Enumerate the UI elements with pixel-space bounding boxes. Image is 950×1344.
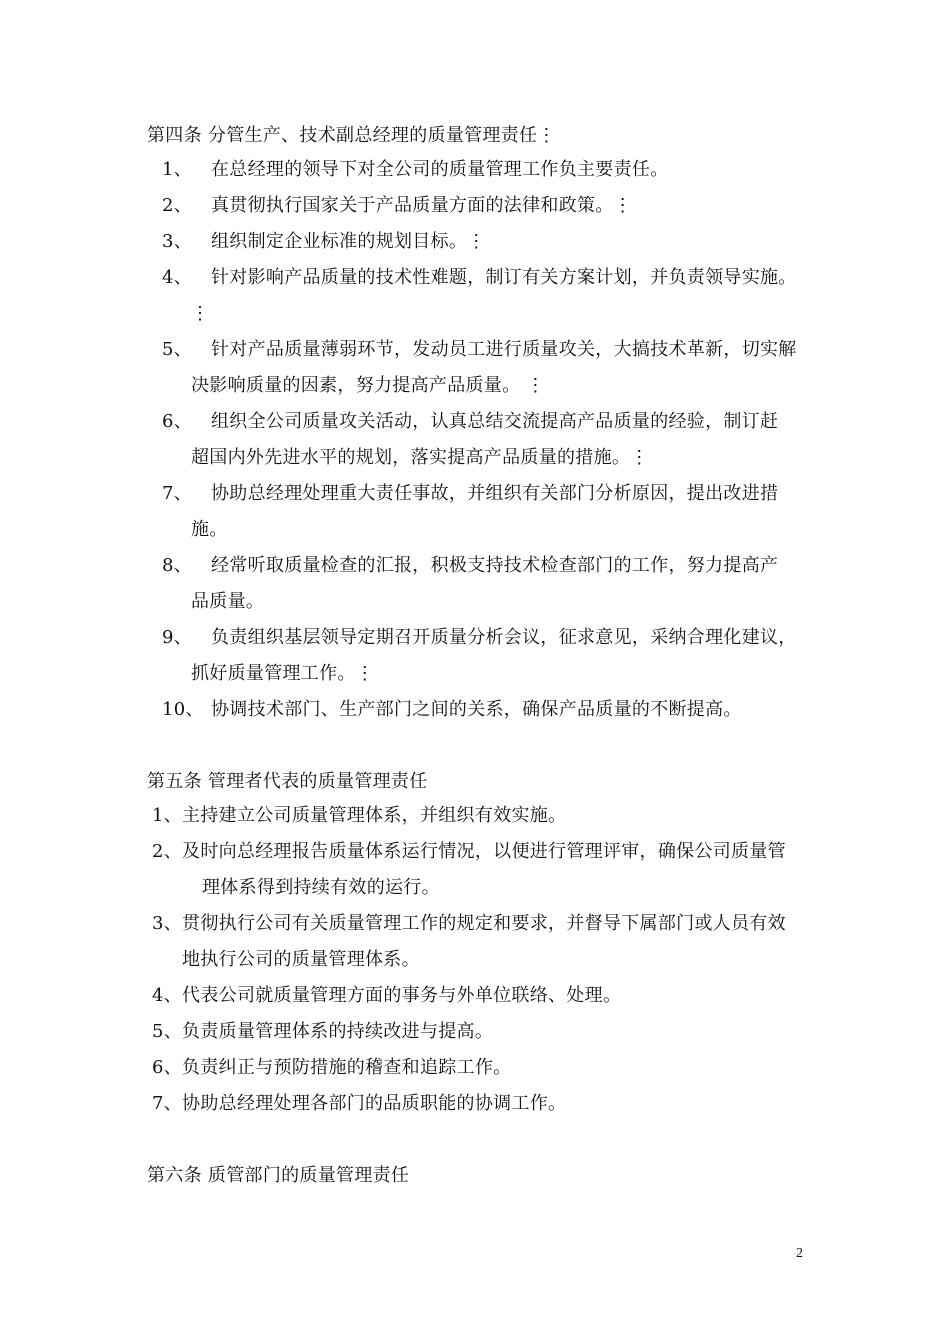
section-4-item-4 [162,260,842,332]
section-5-item-7 [152,1086,842,1122]
section-4-item-7 [162,476,842,548]
section-4-heading: 第四条 分管生产、技术副总经理的质量管理责任⋮ [147,125,556,146]
item-text: 真贯彻执行国家关于产品质量方面的法律和政策。⋮ [211,195,632,216]
item-text: 组织制定企业标准的规划目标。⋮ [211,231,486,252]
item-text: 4、代表公司就质量管理方面的事务与外单位联络、处理。 [152,985,622,1006]
item-text-continuation: 地执行公司的质量管理体系。 [182,949,420,970]
section-4-item-1 [162,152,822,188]
item-number: 8、 [162,555,193,576]
item-text: 针对产品质量薄弱环节，发动员工进行质量攻关，大搞技术革新，切实解 [211,339,797,360]
item-text: 组织全公司质量攻关活动，认真总结交流提高产品质量的经验，制订赶 [211,411,779,432]
item-text: 1、主持建立公司质量管理体系，并组织有效实施。 [152,805,567,826]
section-4-item-2 [162,188,822,224]
section-4-item-10 [162,692,842,728]
item-text-continuation: 品质量。 [191,591,265,612]
item-text-continuation: 决影响质量的因素，努力提高产品质量。 ⋮ [191,375,545,396]
section-5-item-1 [152,798,842,834]
item-text: 协助总经理处理重大责任事故，并组织有关部门分析原因，提出改进措 [211,483,779,504]
section-4-item-8 [162,548,842,620]
item-number: 3、 [162,231,193,252]
item-number: 7、 [162,483,193,504]
item-number: 5、 [162,339,193,360]
item-text: 负责组织基层领导定期召开质量分析会议，征求意见，采纳合理化建议， [211,627,797,648]
item-text: 2、及时向总经理报告质量体系运行情况，以便进行管理评审，确保公司质量管 [152,841,786,862]
item-text: 在总经理的领导下对全公司的质量管理工作负主要责任。 [211,159,669,180]
item-number: 6、 [162,411,193,432]
item-text-continuation: 抓好质量管理工作。⋮ [191,663,374,684]
item-text: 6、负责纠正与预防措施的稽查和追踪工作。 [152,1057,512,1078]
section-5-item-3 [152,906,842,978]
item-text-continuation: 超国内外先进水平的规划，落实提高产品质量的措施。⋮ [191,447,649,468]
section-4-item-6 [162,404,842,476]
item-text-continuation: ⋮ [191,303,210,324]
item-number: 4、 [162,267,193,288]
section-5-item-6 [152,1050,842,1086]
section-5-item-2 [152,834,842,906]
item-number: 10、 [162,699,204,720]
item-text: 经常听取质量检查的汇报，积极支持技术检查部门的工作，努力提高产 [211,555,779,576]
item-number: 2、 [162,195,193,216]
section-5-heading: 第五条 管理者代表的质量管理责任 [147,771,428,792]
section-5-item-4 [152,978,842,1014]
item-text: 针对影响产品质量的技术性难题，制订有关方案计划，并负责领导实施。 [211,267,797,288]
item-text: 5、负责质量管理体系的持续改进与提高。 [152,1021,494,1042]
item-text: 3、贯彻执行公司有关质量管理工作的规定和要求，并督导下属部门或人员有效 [152,913,786,934]
item-number: 1、 [162,159,193,180]
section-6-heading: 第六条 质管部门的质量管理责任 [147,1165,410,1186]
section-5-item-5 [152,1014,842,1050]
section-4-item-9 [162,620,842,692]
item-text: 7、协助总经理处理各部门的品质职能的协调工作。 [152,1093,567,1114]
section-4-item-5 [162,332,842,404]
item-text-continuation: 施。 [191,519,228,540]
page-number: 2 [796,1246,803,1261]
item-number: 9、 [162,627,193,648]
item-text-continuation: 理体系得到持续有效的运行。 [202,877,440,898]
section-4-item-3 [162,224,822,260]
item-text: 协调技术部门、生产部门之间的关系，确保产品质量的不断提高。 [211,699,742,720]
